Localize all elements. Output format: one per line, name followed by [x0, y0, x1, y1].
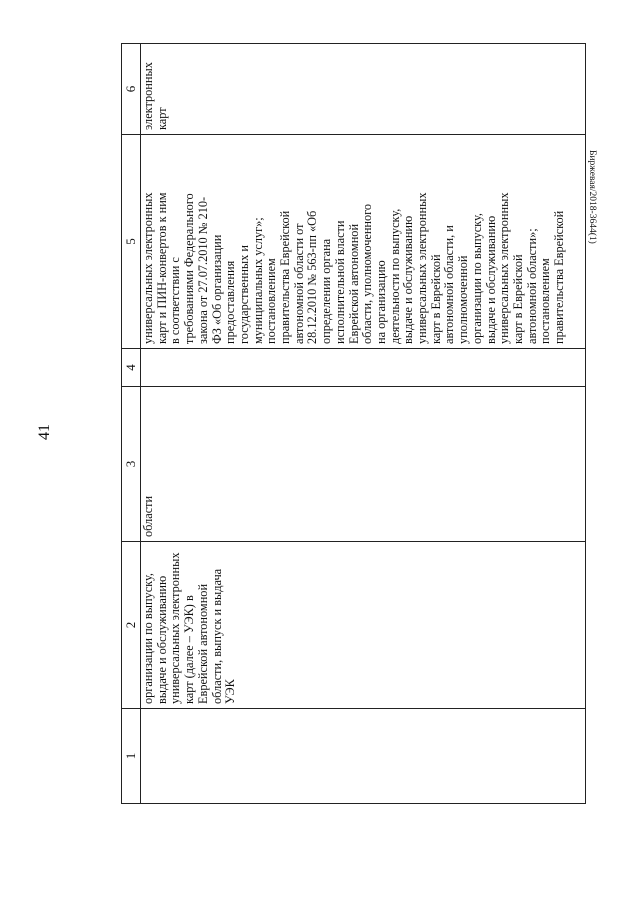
- cell-col-5-line: государственных и: [236, 245, 251, 344]
- cell-col-5-line: организации по выпуску,: [469, 213, 484, 344]
- cell-col-5-line: правительства Еврейской: [278, 210, 293, 344]
- header-col-4: 4: [122, 349, 141, 387]
- cell-col-5-line: универсальных электронных: [141, 192, 155, 344]
- page-number: 41: [36, 424, 53, 440]
- cell-col-5-line: постановлением: [538, 258, 553, 344]
- cell-col-2-line: УЭК: [223, 679, 238, 704]
- cell-col-2-line: универсальных электронных: [168, 552, 183, 704]
- cell-col-5-line: правительства Еврейской: [552, 210, 567, 344]
- cell-col-2-line: Еврейской автономной: [195, 583, 210, 704]
- cell-col-4: [141, 349, 586, 387]
- rotated-table-container: [121, 44, 586, 804]
- cell-col-1: [141, 709, 586, 804]
- cell-col-5-line: 28.12.2010 № 563-пп «Об: [305, 210, 320, 344]
- cell-col-2-line: организации по выпуску,: [141, 573, 155, 704]
- cell-col-5-line: автономной области, и: [442, 225, 457, 344]
- header-col-3: 3: [122, 387, 141, 542]
- cell-col-5-line: деятельности по выпуску,: [387, 208, 402, 344]
- cell-col-5-line: муниципальных услуг»;: [250, 217, 265, 344]
- cell-col-6: [141, 44, 586, 135]
- header-col-5: 5: [122, 135, 141, 349]
- cell-col-5-line: постановлением: [264, 258, 279, 344]
- cell-col-2-line: области, выпуск и выдача: [209, 568, 224, 704]
- cell-col-5-line: карт в Еврейской: [510, 254, 525, 344]
- cell-col-6-line: электронных карт: [141, 62, 169, 130]
- header-col-1: 1: [122, 709, 141, 804]
- cell-col-5-line: карт в Еврейской: [428, 254, 443, 344]
- cell-col-5-line: автономной области»;: [524, 228, 539, 344]
- cell-col-5-line: исполнительной власти: [332, 220, 347, 344]
- cell-col-5-line: выдаче и обслуживанию: [401, 215, 416, 344]
- table-header-row: [122, 44, 141, 804]
- cell-col-5-line: автономной области от: [291, 223, 306, 344]
- cell-col-5: [141, 135, 586, 349]
- cell-col-5-line: определении органа: [319, 238, 334, 344]
- cell-col-5-line: требованиями Федерального: [182, 193, 197, 344]
- table-row: [141, 44, 586, 804]
- cell-col-5-line: в соответствии с: [168, 257, 183, 344]
- data-table: [121, 43, 586, 804]
- cell-col-5-line: закона от 27.07.2010 № 210-: [195, 196, 210, 344]
- cell-col-2-line: карт (далее – УЭК) в: [182, 595, 197, 704]
- cell-col-2: [141, 542, 586, 709]
- cell-col-5-line: Еврейской автономной: [346, 223, 361, 344]
- cell-col-5-line: предоставления: [223, 260, 238, 344]
- document-id-stamp: Биржевая/2018-3644(1): [587, 150, 597, 244]
- cell-col-5-line: уполномоченной: [456, 255, 471, 344]
- cell-col-2-line: выдаче и обслуживанию: [154, 575, 169, 704]
- cell-col-5-line: карт и ПИН-конвертов к ним: [154, 192, 169, 344]
- header-col-6: 6: [122, 44, 141, 135]
- cell-col-5-line: универсальных электронных: [497, 192, 512, 344]
- header-col-2: 2: [122, 542, 141, 709]
- cell-col-5-line: на организацию: [373, 260, 388, 344]
- cell-col-5-line: выдаче и обслуживанию: [483, 215, 498, 344]
- cell-col-5-line: универсальных электронных: [415, 192, 430, 344]
- cell-col-5-line: области, уполномоченного: [360, 203, 375, 344]
- cell-col-3-line: области: [141, 495, 155, 537]
- cell-col-5-line: ФЗ «Об организации: [209, 234, 224, 344]
- cell-col-3: [141, 387, 586, 542]
